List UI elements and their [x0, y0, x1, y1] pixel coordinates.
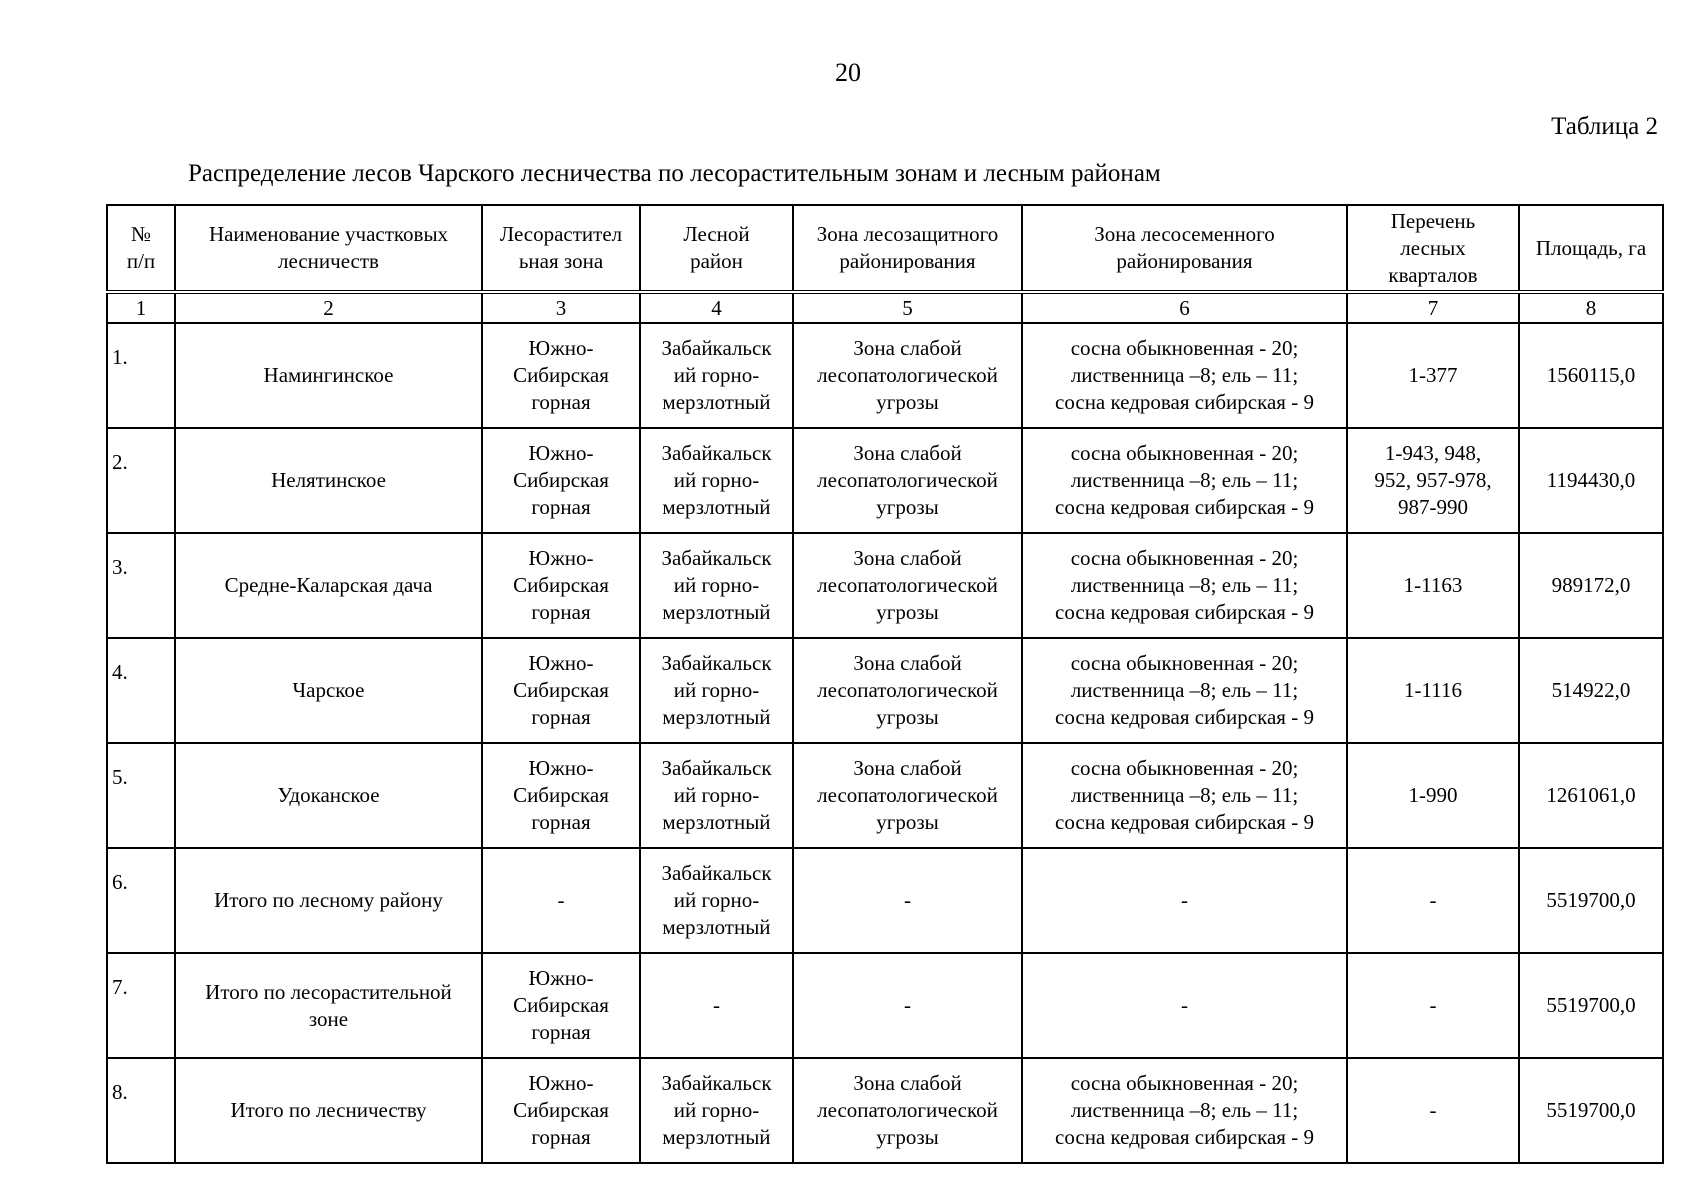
column-number: 7 — [1347, 292, 1519, 323]
document-title: Распределение лесов Чарского лесничества по лесорастительным зонам и лесным районам — [188, 160, 1161, 187]
quarters-list-cell: - — [1347, 953, 1519, 1058]
header-cell: Площадь, га — [1519, 205, 1663, 292]
protection-zone-cell: Зона слабой лесопатологической угрозы — [793, 323, 1022, 428]
area-ha-cell: 5519700,0 — [1519, 848, 1663, 953]
quarters-list-cell: 1-377 — [1347, 323, 1519, 428]
seed-zone-cell: сосна обыкновенная - 20; лиственница –8; ель – 11; сосна кедровая сибирская - 9 — [1022, 743, 1347, 848]
row-number-cell: 3. — [107, 533, 175, 638]
protection-zone-cell: - — [793, 848, 1022, 953]
seed-zone-cell: сосна обыкновенная - 20; лиственница –8; ель – 11; сосна кедровая сибирская - 9 — [1022, 1058, 1347, 1163]
forest-district-cell: Забайкальск ий горно- мерзлотный — [640, 533, 793, 638]
column-number: 4 — [640, 292, 793, 323]
vegetation-zone-cell: - — [482, 848, 640, 953]
seed-zone-cell: сосна обыкновенная - 20; лиственница –8; ель – 11; сосна кедровая сибирская - 9 — [1022, 638, 1347, 743]
protection-zone-cell: Зона слабой лесопатологической угрозы — [793, 533, 1022, 638]
forestry-name-cell: Намингинское — [175, 323, 482, 428]
header-cell: Зона лесозащитного районирования — [793, 205, 1022, 292]
vegetation-zone-cell: Южно- Сибирская горная — [482, 638, 640, 743]
vegetation-zone-cell: Южно- Сибирская горная — [482, 533, 640, 638]
quarters-list-cell: - — [1347, 1058, 1519, 1163]
forest-district-cell: Забайкальск ий горно- мерзлотный — [640, 743, 793, 848]
quarters-list-cell: 1-1116 — [1347, 638, 1519, 743]
header-cell: Зона лесосеменного районирования — [1022, 205, 1347, 292]
row-number-cell: 1. — [107, 323, 175, 428]
forestry-name-cell: Итого по лесничеству — [175, 1058, 482, 1163]
seed-zone-cell: - — [1022, 953, 1347, 1058]
table-row — [107, 428, 1663, 533]
protection-zone-cell: Зона слабой лесопатологической угрозы — [793, 743, 1022, 848]
forest-district-cell: Забайкальск ий горно- мерзлотный — [640, 848, 793, 953]
row-number-cell: 8. — [107, 1058, 175, 1163]
vegetation-zone-cell: Южно- Сибирская горная — [482, 428, 640, 533]
forest-district-cell: - — [640, 953, 793, 1058]
forest-district-cell: Забайкальск ий горно- мерзлотный — [640, 638, 793, 743]
forestry-name-cell: Итого по лесному району — [175, 848, 482, 953]
forestry-name-cell: Нелятинское — [175, 428, 482, 533]
area-ha-cell: 514922,0 — [1519, 638, 1663, 743]
row-number-cell: 4. — [107, 638, 175, 743]
area-ha-cell: 1560115,0 — [1519, 323, 1663, 428]
column-number: 5 — [793, 292, 1022, 323]
area-ha-cell: 5519700,0 — [1519, 1058, 1663, 1163]
row-number-cell: 6. — [107, 848, 175, 953]
table-row — [107, 638, 1663, 743]
column-number: 2 — [175, 292, 482, 323]
table-label: Таблица 2 — [1551, 113, 1658, 140]
protection-zone-cell: Зона слабой лесопатологической угрозы — [793, 1058, 1022, 1163]
header-cell: Перечень лесных кварталов — [1347, 205, 1519, 292]
table-row — [107, 953, 1663, 1058]
table-header-row — [107, 205, 1663, 292]
vegetation-zone-cell: Южно- Сибирская горная — [482, 323, 640, 428]
table-row — [107, 323, 1663, 428]
seed-zone-cell: сосна обыкновенная - 20; лиственница –8; ель – 11; сосна кедровая сибирская - 9 — [1022, 323, 1347, 428]
table-row — [107, 533, 1663, 638]
header-cell: Наименование участковых лесничеств — [175, 205, 482, 292]
vegetation-zone-cell: Южно- Сибирская горная — [482, 1058, 640, 1163]
quarters-list-cell: 1-1163 — [1347, 533, 1519, 638]
protection-zone-cell: Зона слабой лесопатологической угрозы — [793, 428, 1022, 533]
column-number: 1 — [107, 292, 175, 323]
seed-zone-cell: сосна обыкновенная - 20; лиственница –8; ель – 11; сосна кедровая сибирская - 9 — [1022, 533, 1347, 638]
forestry-name-cell: Средне-Каларская дача — [175, 533, 482, 638]
column-number: 8 — [1519, 292, 1663, 323]
forestry-name-cell: Удоканское — [175, 743, 482, 848]
column-number: 3 — [482, 292, 640, 323]
quarters-list-cell: 1-990 — [1347, 743, 1519, 848]
table-body — [107, 323, 1663, 1163]
forestry-name-cell: Чарское — [175, 638, 482, 743]
table-row — [107, 1058, 1663, 1163]
table-row — [107, 743, 1663, 848]
quarters-list-cell: - — [1347, 848, 1519, 953]
forestry-name-cell: Итого по лесорастительной зоне — [175, 953, 482, 1058]
page-number: 20 — [835, 58, 861, 87]
vegetation-zone-cell: Южно- Сибирская горная — [482, 743, 640, 848]
area-ha-cell: 5519700,0 — [1519, 953, 1663, 1058]
protection-zone-cell: - — [793, 953, 1022, 1058]
column-number: 6 — [1022, 292, 1347, 323]
header-cell: № п/п — [107, 205, 175, 292]
forest-district-cell: Забайкальск ий горно- мерзлотный — [640, 428, 793, 533]
protection-zone-cell: Зона слабой лесопатологической угрозы — [793, 638, 1022, 743]
area-ha-cell: 1261061,0 — [1519, 743, 1663, 848]
row-number-cell: 7. — [107, 953, 175, 1058]
header-cell: Лесорастител ьная зона — [482, 205, 640, 292]
quarters-list-cell: 1-943, 948, 952, 957-978, 987-990 — [1347, 428, 1519, 533]
header-cell: Лесной район — [640, 205, 793, 292]
vegetation-zone-cell: Южно- Сибирская горная — [482, 953, 640, 1058]
forest-distribution-table — [106, 204, 1664, 1164]
forest-district-cell: Забайкальск ий горно- мерзлотный — [640, 323, 793, 428]
column-number-row — [107, 292, 1663, 323]
table-row — [107, 848, 1663, 953]
row-number-cell: 2. — [107, 428, 175, 533]
seed-zone-cell: сосна обыкновенная - 20; лиственница –8; ель – 11; сосна кедровая сибирская - 9 — [1022, 428, 1347, 533]
row-number-cell: 5. — [107, 743, 175, 848]
forest-district-cell: Забайкальск ий горно- мерзлотный — [640, 1058, 793, 1163]
area-ha-cell: 1194430,0 — [1519, 428, 1663, 533]
area-ha-cell: 989172,0 — [1519, 533, 1663, 638]
seed-zone-cell: - — [1022, 848, 1347, 953]
